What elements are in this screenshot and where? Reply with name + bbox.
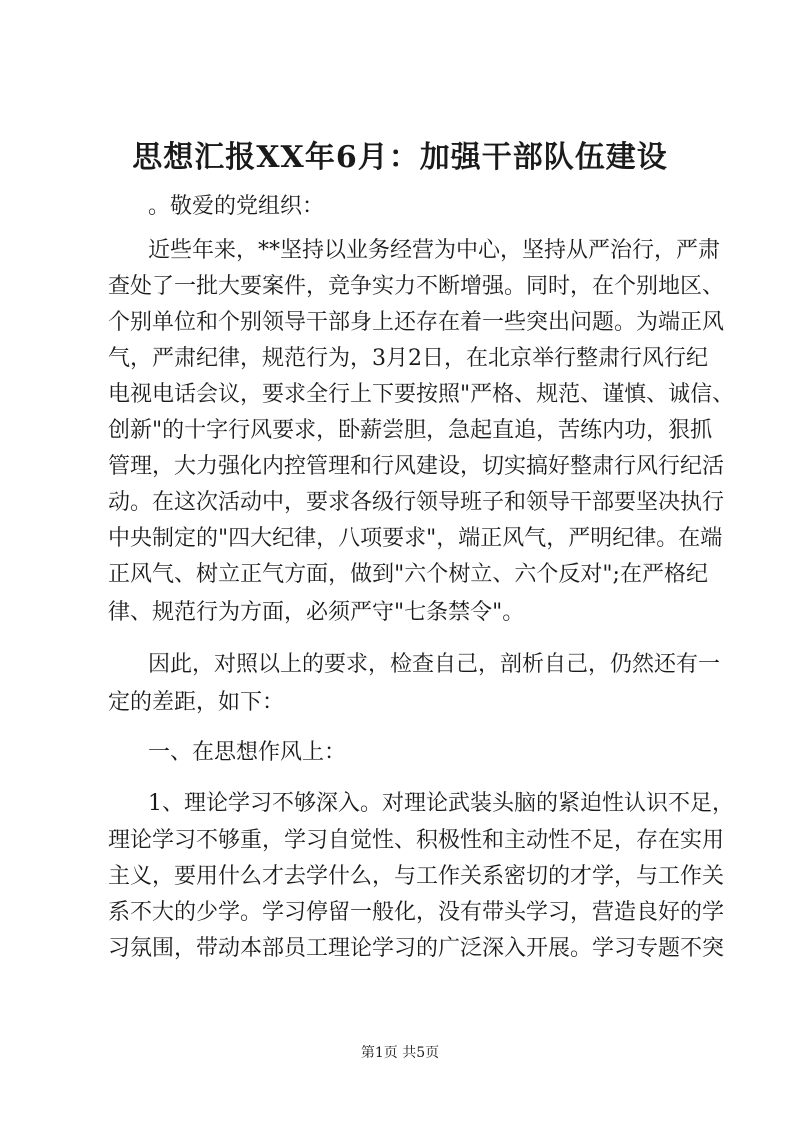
paragraph-line: 个别单位和个别领导干部身上还存在着一些突出问题。为端正风 — [108, 310, 725, 335]
paragraph-line: 系不大的少学。学习停留一般化，没有带头学习，营造良好的学 — [108, 900, 725, 925]
paragraph-line: 正风气、树立正气方面，做到"六个树立、六个反对";在严格纪 — [108, 562, 708, 587]
paragraph-line: 动。在这次活动中，要求各级行领导班子和领导干部要坚决执行 — [108, 490, 725, 515]
paragraph-line: 查处了一批大要案件，竞争实力不断增强。同时，在个别地区、 — [108, 274, 725, 299]
section-heading: 一、在思想作风上： — [148, 740, 347, 765]
paragraph-line: 电视电话会议，要求全行上下要按照"严格、规范、谨慎、诚信、 — [108, 382, 735, 407]
paragraph-line: 律、规范行为方面，必须严守"七条禁令"。 — [108, 600, 525, 625]
paragraph-line: 习氛围，带动本部员工理论学习的广泛深入开展。学习专题不突 — [108, 936, 725, 961]
paragraph-line: 中央制定的"四大纪律，八项要求"，端正风气，严明纪律。在端 — [108, 526, 723, 551]
salutation-line: 。敬爱的党组织： — [148, 194, 325, 219]
paragraph-line: 近些年来，**坚持以业务经营为中心，坚持从严治行，严肃 — [148, 238, 721, 263]
paragraph-line: 理论学习不够重，学习自觉性、积极性和主动性不足，存在实用 — [108, 828, 725, 853]
paragraph-line: 1、理论学习不够深入。对理论武装头脑的紧迫性认识不足， — [148, 791, 734, 816]
document-title: 思想汇报XX年6月：加强干部队伍建设 — [132, 140, 668, 175]
paragraph-line: 定的差距，如下： — [108, 690, 285, 715]
paragraph-line: 气，严肃纪律，规范行为，3月2日，在北京举行整肃行风行纪 — [108, 346, 708, 371]
paragraph-line: 管理，大力强化内控管理和行风建设，切实搞好整肃行风行纪活 — [108, 454, 725, 479]
page-number: 第1页 共5页 — [360, 1045, 440, 1061]
paragraph-line: 因此，对照以上的要求，检查自己，剖析自己，仍然还有一 — [148, 652, 721, 677]
paragraph-line: 主义，要用什么才去学什么，与工作关系密切的才学，与工作关 — [108, 864, 725, 889]
paragraph-line: 创新"的十字行风要求，卧薪尝胆，急起直追，苦练内功，狠抓 — [108, 418, 713, 443]
